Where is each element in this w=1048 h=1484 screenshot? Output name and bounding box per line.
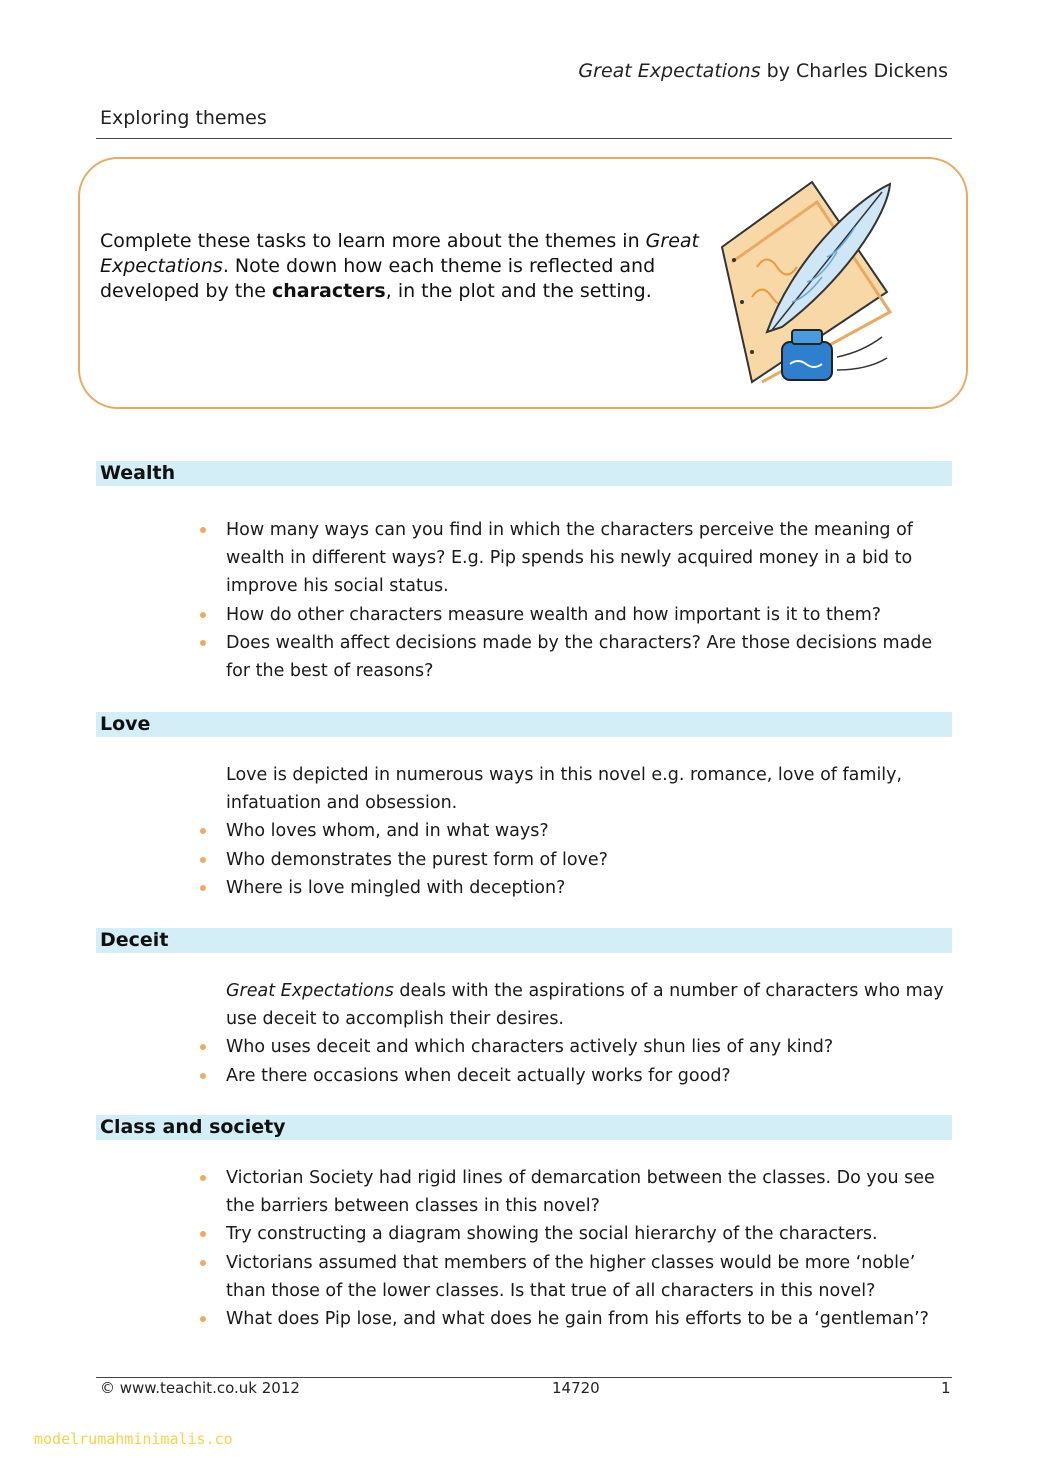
- love-list: [196, 761, 956, 902]
- list-item: improve his social status.: [226, 576, 449, 597]
- section-title-love: Love: [100, 713, 151, 735]
- watermark-text: modelrumahminimalis.co: [34, 1430, 233, 1448]
- intro-text-part: . Note down how each theme is reflected and developed by the: [100, 255, 656, 302]
- footer-code: 14720: [552, 1379, 600, 1397]
- list-item: Victorian Society had rigid lines of demarcation between the classes. Do you see: [196, 1164, 956, 1192]
- list-item: Try constructing a diagram showing the social hierarchy of the characters.: [196, 1220, 956, 1248]
- section-title-class: Class and society: [100, 1116, 286, 1138]
- footer-copyright: © www.teachit.co.uk 2012: [100, 1379, 300, 1397]
- deceit-intro-text: deals with the aspirations of a number of characters who may: [393, 981, 944, 1001]
- list-item: Are there occasions when deceit actually works for good?: [196, 1062, 956, 1090]
- intro-text: [100, 229, 710, 304]
- intro-bold-word: characters: [272, 280, 386, 302]
- list-item: What does Pip lose, and what does he gain from his efforts to be a ‘gentleman’?: [196, 1305, 956, 1333]
- book-author: by Charles Dickens: [760, 60, 948, 82]
- list-item: use deceit to accomplish their desires.: [226, 1009, 564, 1030]
- section-title-deceit: Deceit: [100, 929, 169, 951]
- section-bar-wealth: [96, 461, 952, 486]
- footer-divider: [96, 1377, 952, 1378]
- list-item: wealth in different ways? E.g. Pip spends his newly acquired money in a bid to: [226, 548, 913, 569]
- list-item: Who loves whom, and in what ways?: [196, 817, 956, 845]
- header-divider: [96, 138, 952, 139]
- document-header-title: [578, 60, 948, 82]
- list-item: Who uses deceit and which characters actively shun lies of any kind?: [196, 1033, 956, 1061]
- footer-page-number: 1: [941, 1379, 951, 1397]
- list-item: for the best of reasons?: [226, 661, 434, 682]
- list-item: [196, 977, 956, 1005]
- list-item: than those of the lower classes. Is that true of all characters in this novel?: [226, 1280, 876, 1301]
- list-item: Where is love mingled with deception?: [196, 874, 956, 902]
- list-item: How many ways can you find in which the characters perceive the meaning of: [196, 516, 956, 544]
- intro-text-part: , in the plot and the setting.: [385, 280, 652, 302]
- page-subtitle: Exploring themes: [100, 107, 267, 129]
- intro-book-title: Great Expectations: [100, 230, 699, 277]
- list-item: Love is depicted in numerous ways in this novel e.g. romance, love of family,: [226, 765, 903, 785]
- class-list: [196, 1164, 956, 1333]
- intro-text-part: Complete these tasks to learn more about the themes in: [100, 230, 646, 252]
- list-item: Who demonstrates the purest form of love?: [196, 846, 956, 874]
- wealth-list: [196, 516, 956, 685]
- section-bar-love: [96, 712, 952, 737]
- section-bar-deceit: [96, 928, 952, 953]
- list-item: Does wealth affect decisions made by the characters? Are those decisions made: [196, 629, 956, 657]
- list-item: How do other characters measure wealth and how important is it to them?: [196, 601, 956, 629]
- quill-and-ink-icon: [712, 172, 902, 392]
- list-item: Victorians assumed that members of the higher classes would be more ‘noble’: [196, 1249, 956, 1277]
- deceit-book-title: Great Expectations: [226, 981, 394, 1001]
- list-item: the barriers between classes in this novel?: [226, 1196, 600, 1217]
- list-item: infatuation and obsession.: [226, 793, 458, 814]
- deceit-list: [196, 977, 956, 1090]
- section-title-wealth: Wealth: [100, 462, 176, 484]
- book-title: Great Expectations: [578, 60, 761, 82]
